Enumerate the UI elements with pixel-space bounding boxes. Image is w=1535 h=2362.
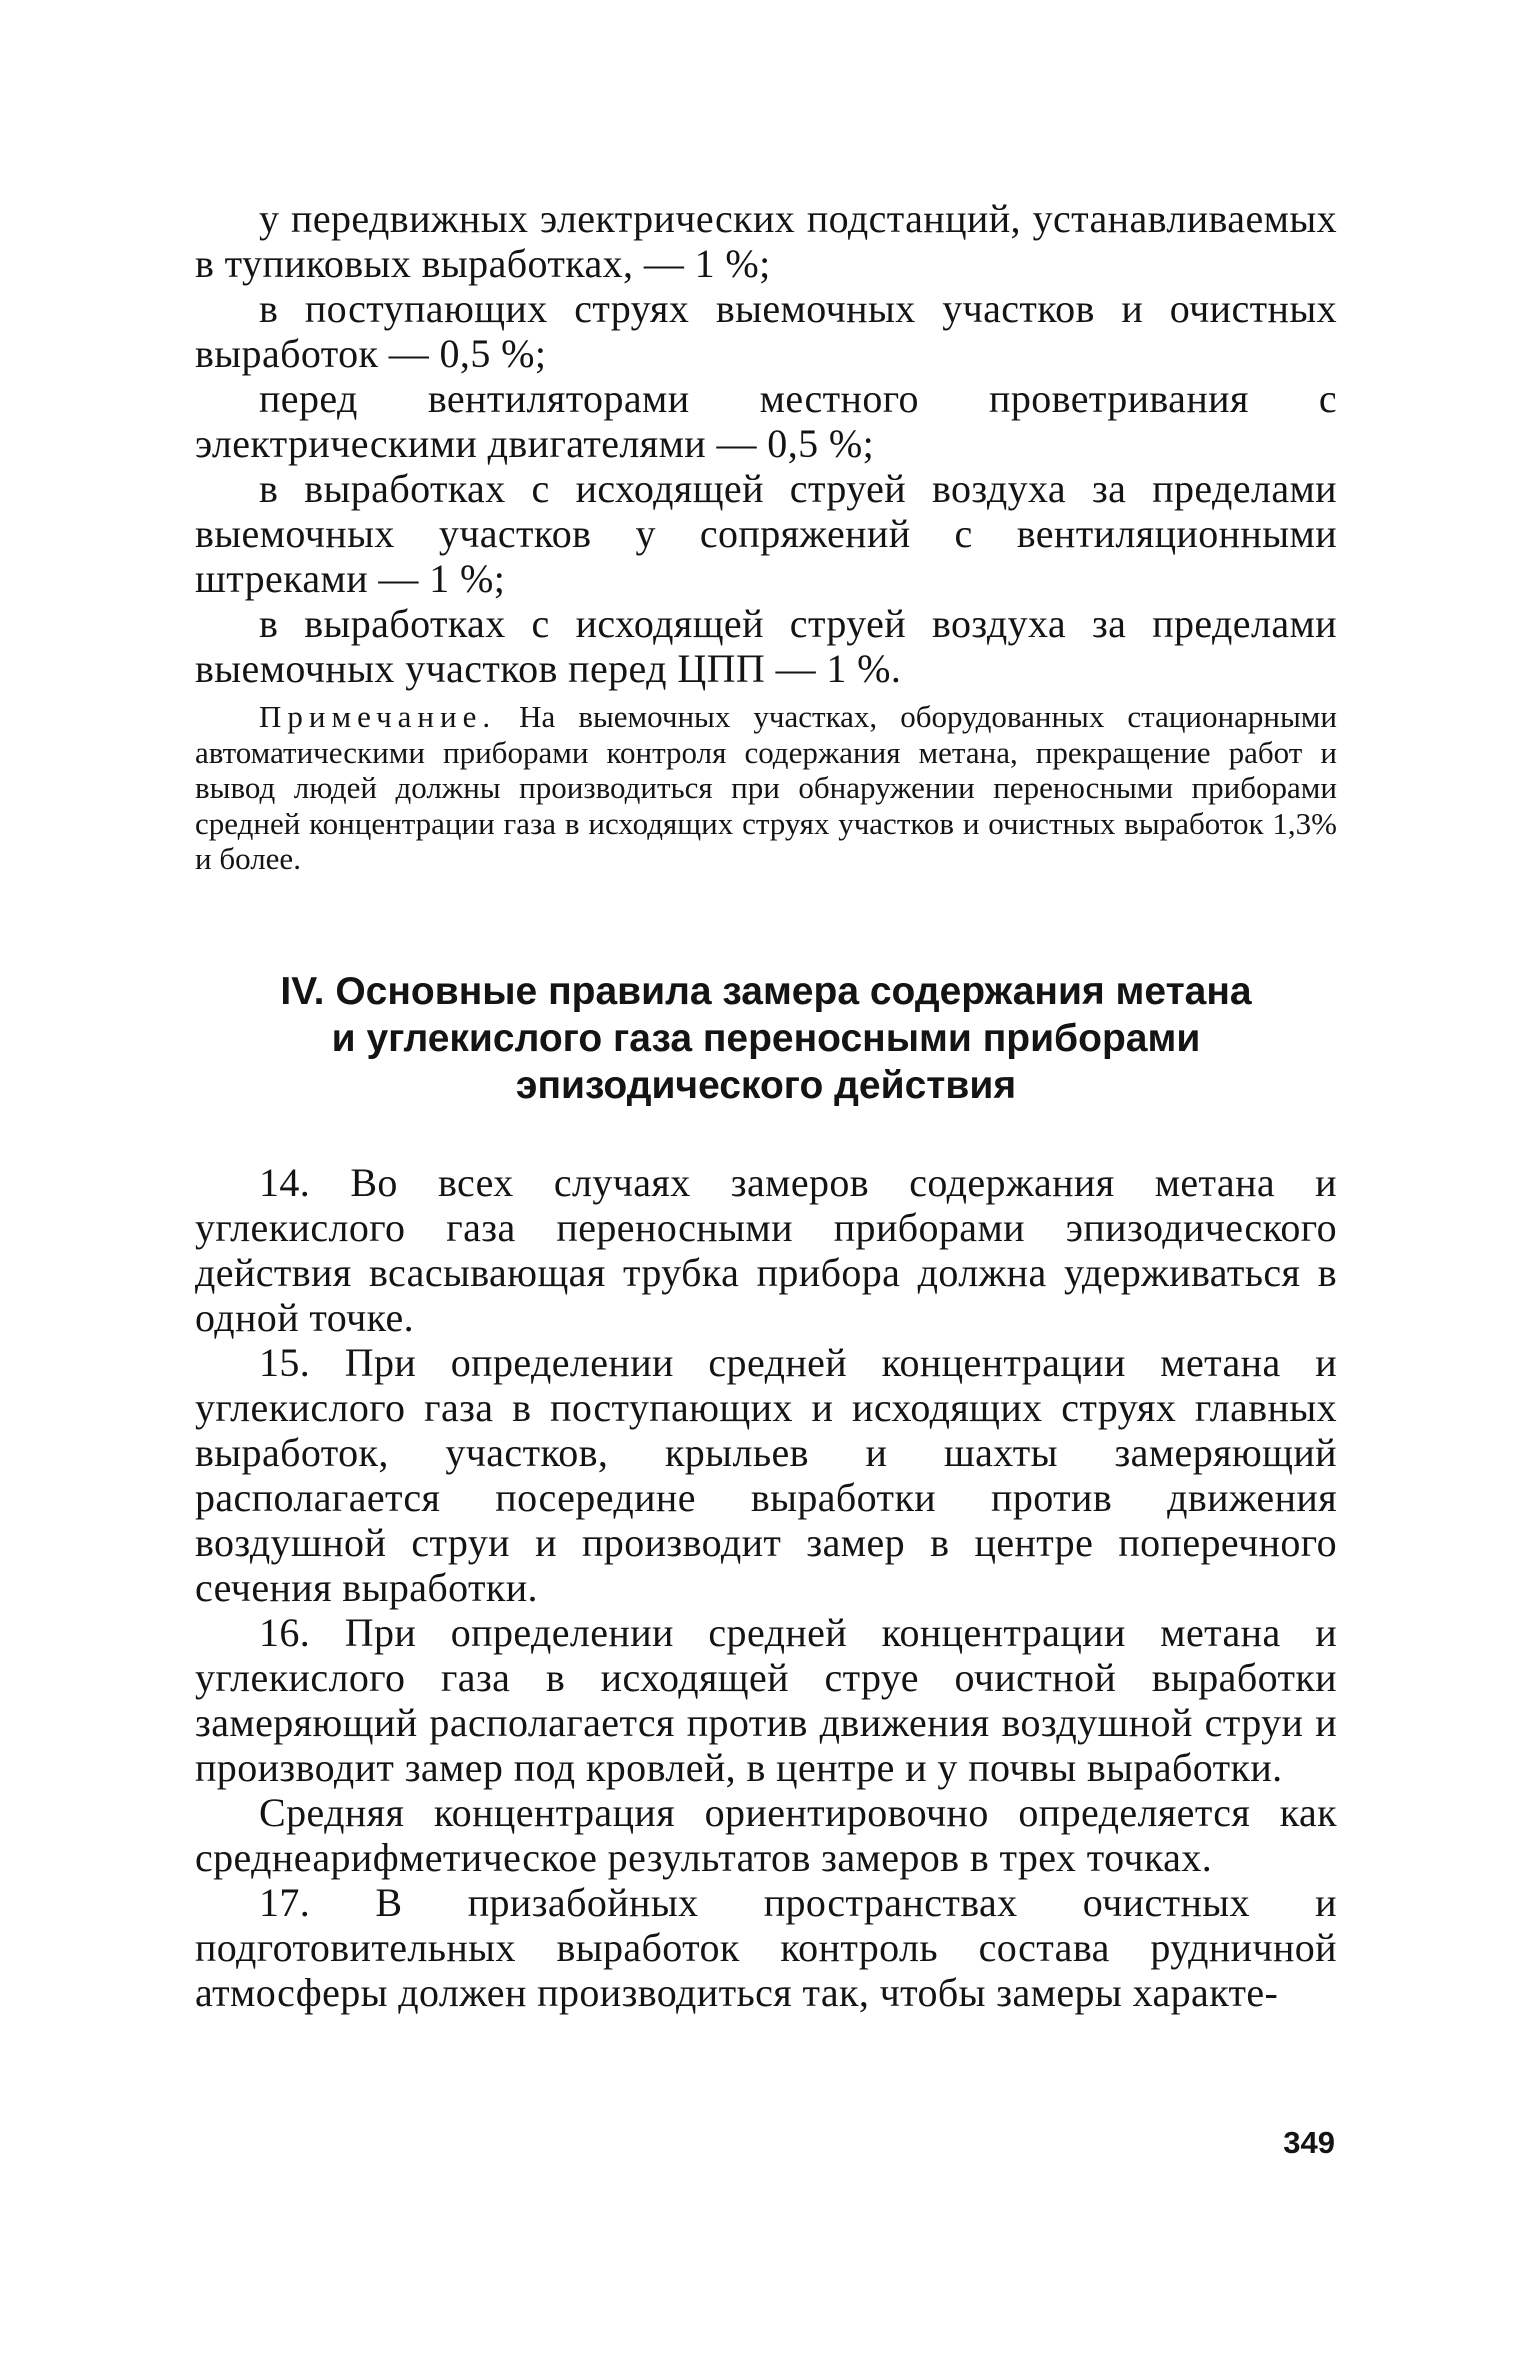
list-item-intake-streams: в поступающих струях выемочных участков и очистных выработок — 0,5 %; xyxy=(195,286,1337,376)
rules-body xyxy=(195,1160,1337,2015)
section-heading-line-2: и углекислого газа переносными приборами xyxy=(331,1017,1201,1060)
paragraph-15: 15. При определении средней концентрации метана и углекислого газа в поступающих и исходящих струях главных выработок, участков, крыльев и шахты замеряющий располагается посередине выработки против движения воздушной струи и производит замер в центре поперечного сечения выработки. xyxy=(195,1340,1337,1610)
section-heading xyxy=(195,968,1337,1109)
page-number: 349 xyxy=(1283,2125,1335,2160)
paragraph-16: 16. При определении средней концентрации метана и углекислого газа в исходящей струе очистной выработки замеряющий располагается против движения воздушной струи и производит замер под кровлей, в центре и у почвы выработки. xyxy=(195,1610,1337,1790)
note-text: На выемочных участках, оборудованных стационарными автоматическими приборами контроля содержания метана, прекращение работ и вывод людей должны производиться при обнаружении переносными приборами средней концентрации газа в исходящих струях участков и очистных выработок 1,3% и более. xyxy=(195,699,1337,876)
section-heading-line-3: эпизодического действия xyxy=(515,1064,1017,1107)
list-item-local-fans: перед вентиляторами местного проветривания с электрическими двигателями — 0,5 %; xyxy=(195,376,1337,466)
note-block xyxy=(195,699,1337,877)
paragraph-17: 17. В призабойных пространствах очистных и подготовительных выработок контроль состава рудничной атмосферы должен производиться так, чтобы замеры характе- xyxy=(195,1880,1337,2015)
list-item-substations: у передвижных электрических подстанций, устанавливаемых в тупиковых выработках, — 1 %; xyxy=(195,196,1337,286)
list-item-before-cpp: в выработках с исходящей струей воздуха за пределами выемочных участков перед ЦПП — 1 %. xyxy=(195,601,1337,691)
paragraph-average: Средняя концентрация ориентировочно определяется как среднеарифметическое результатов замеров в трех точках. xyxy=(195,1790,1337,1880)
note-paragraph xyxy=(195,699,1337,877)
paragraph-14: 14. Во всех случаях замеров содержания метана и углекислого газа переносными приборами эпизодического действия всасывающая трубка прибора должна удерживаться в одной точке. xyxy=(195,1160,1337,1340)
gas-limits-list xyxy=(195,196,1337,691)
note-label: Примечание. xyxy=(259,699,497,734)
section-heading-line-1: IV. Основные правила замера содержания метана xyxy=(280,970,1252,1013)
list-item-return-drifts: в выработках с исходящей струей воздуха за пределами выемочных участков у сопряжений с вентиляционными штреками — 1 %; xyxy=(195,466,1337,601)
